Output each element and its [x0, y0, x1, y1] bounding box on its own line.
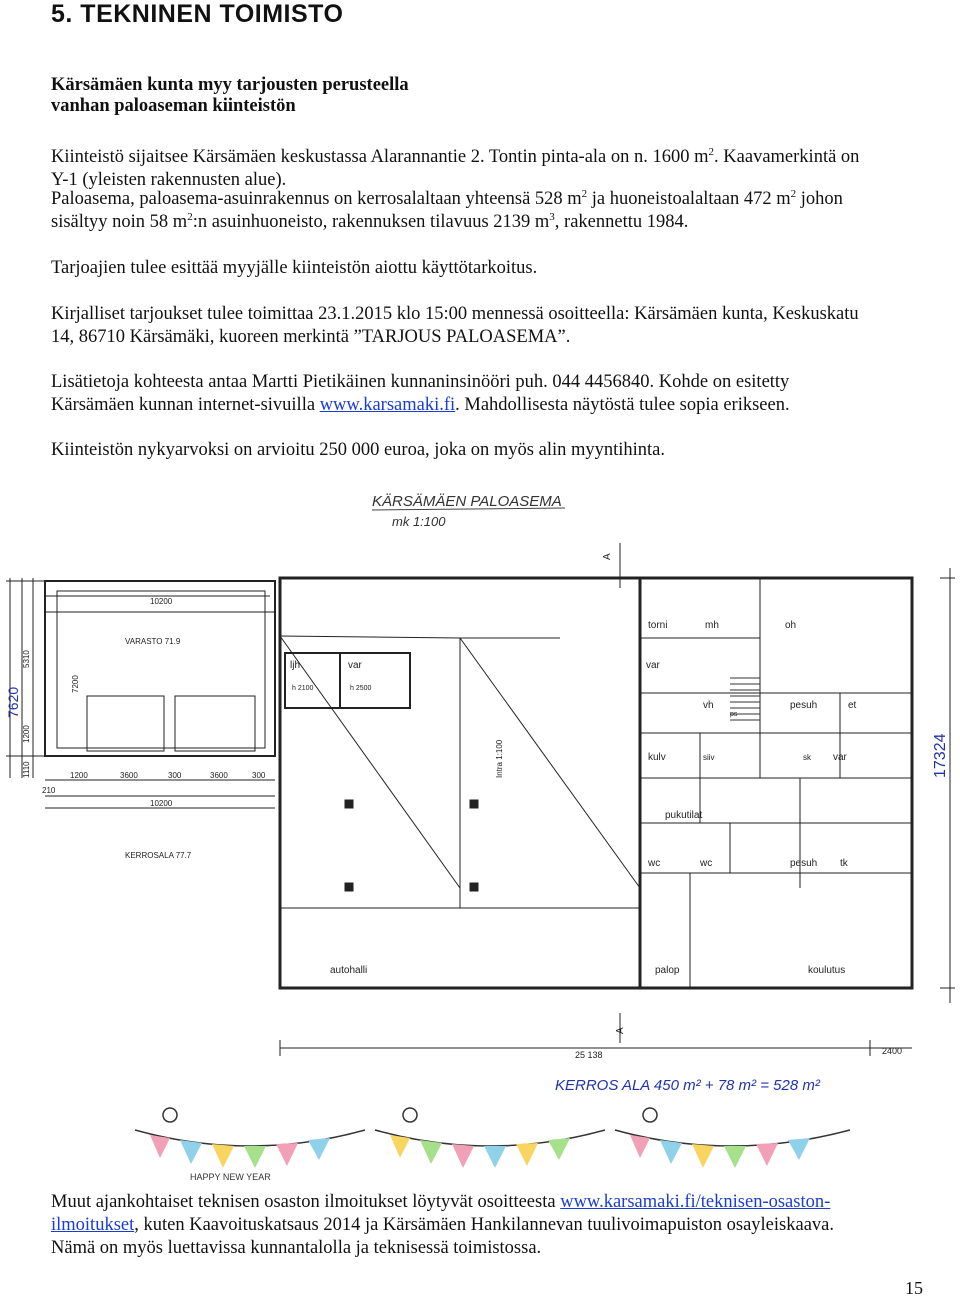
plan-dim: 300	[252, 771, 266, 780]
plan-room-label: ljh	[290, 660, 301, 671]
garland-string	[615, 1130, 850, 1146]
plan-room-label: kulv	[648, 752, 666, 763]
website-link[interactable]: www.karsamaki.fi	[319, 395, 456, 415]
location-text: Kiinteistö sijaitsee Kärsämäen keskustassa Alarannantie 2. Tontin pinta-ala on n. 1600 m	[51, 147, 709, 167]
plan-dim: 1110	[22, 761, 31, 778]
info-line-2: Kärsämäen kunnan internet-sivuilla	[51, 395, 320, 415]
plan-room-label: VARASTO 71.9	[125, 637, 181, 646]
plan-room-label: pukutilat	[665, 810, 703, 821]
plan-room-label: ps	[730, 711, 738, 718]
sup: 2	[187, 211, 193, 223]
garland-text: HAPPY NEW YEAR	[190, 1172, 271, 1182]
building-text-4: sisältyy noin 58 m	[51, 212, 188, 232]
sup: 2	[581, 188, 588, 200]
plan-room-label: sk	[803, 753, 811, 762]
price-paragraph: Kiinteistön nykyarvoksi on arvioitu 250 000 euroa, joka on myös alin myyntihinta.	[51, 440, 666, 460]
section-marker: A	[602, 553, 613, 560]
page-heading: 5. TEKNINEN TOIMISTO	[51, 0, 344, 28]
info-paragraph	[51, 371, 931, 417]
plan-scale: mk 1:100	[392, 514, 446, 529]
plan-room-label: palop	[655, 965, 680, 976]
subheading-line-2: vanhan paloaseman kiinteistön	[51, 96, 296, 116]
plan-room-label: siiv	[703, 753, 715, 762]
sup: 3	[549, 211, 555, 223]
building-text: Paloasema, paloasema-asuinrakennus on kerrosalaltaan yhteensä 528 m	[51, 189, 582, 209]
section-marker: A	[615, 1027, 626, 1034]
plan-dim: 1200	[70, 771, 88, 780]
footer-paragraph	[51, 1191, 931, 1260]
footer-text-3: Nämä on myös luettavissa kunnantalolla ja teknisessä toimistossa.	[51, 1238, 542, 1258]
plan-title: KÄRSÄMÄEN PALOASEMA	[372, 493, 562, 510]
plan-room-label: pesuh	[790, 700, 818, 711]
plan-total-area: KERROS ALA 450 m² + 78 m² = 528 m²	[555, 1077, 820, 1094]
plan-dim: 7200	[71, 675, 80, 693]
plan-dim: 300	[168, 771, 182, 780]
info-line-1: Lisätietoja kohteesta antaa Martti Pietikäinen kunnaninsinööri puh. 044 4456840. Kohde on esitetty	[51, 372, 790, 392]
plan-room-label: mh	[705, 620, 719, 631]
location-text-3: Y-1 (yleisten rakennusten alue).	[51, 170, 287, 190]
swirl-icon	[643, 1108, 657, 1122]
plan-room-label: var	[348, 660, 362, 671]
footer-text-2: , kuten Kaavoituskatsaus 2014 ja Kärsämäen Hankilannevan tuulivoimapuiston osayleiskaava.	[134, 1215, 834, 1235]
plan-room-label: pesuh	[790, 858, 818, 869]
info-line-3: . Mahdollisesta näytöstä tulee sopia erikseen.	[455, 395, 790, 415]
offers-paragraph	[51, 303, 931, 349]
plan-dim: 2400	[882, 1046, 903, 1056]
page-number: 15	[905, 1278, 923, 1298]
offers-line-2: 14, 86710 Kärsämäki, kuoreen merkintä ”TARJOUS PALOASEMA”.	[51, 327, 571, 347]
plan-room-label: var	[646, 660, 660, 671]
plan-dim: 10200	[150, 799, 173, 808]
plan-room-label: koulutus	[808, 965, 846, 976]
plan-room-label: tk	[840, 858, 848, 869]
location-paragraph	[51, 146, 931, 192]
plan-dim: 17324	[932, 733, 949, 778]
plan-dim: 7620	[5, 686, 21, 718]
sup: 2	[708, 146, 715, 158]
floor-plan-drawing	[0, 478, 960, 1098]
plan-room-label: var	[833, 752, 847, 763]
plan-dim: 3600	[210, 771, 228, 780]
purpose-paragraph: Tarjoajien tulee esittää myyjälle kiinteistön aiottu käyttötarkoitus.	[51, 258, 538, 278]
plan-room-label: autohalli	[330, 965, 368, 976]
building-paragraph	[51, 188, 931, 234]
building-text-5: :n asuinhuoneisto, rakennuksen tilavuus 2139 m	[192, 212, 550, 232]
building-text-2: ja huoneistoalaltaan 472 m	[587, 189, 791, 209]
plan-dim: 25 138	[575, 1050, 603, 1060]
swirl-icon	[163, 1108, 177, 1122]
offers-line-1: Kirjalliset tarjoukset tulee toimittaa 23.1.2015 klo 15:00 mennessä osoitteella: Kärsämäen kunta, Keskuskatu	[51, 304, 859, 324]
plan-room-label: wc	[700, 858, 713, 869]
plan-dim: 210	[42, 786, 56, 795]
sup: 2	[790, 188, 797, 200]
notice-subheading	[51, 75, 409, 117]
plan-room-label: torni	[648, 620, 668, 631]
location-text-2: . Kaavamerkintä on	[714, 147, 860, 167]
building-text-6: , rakennettu 1984.	[554, 212, 689, 232]
plan-dim: 3600	[120, 771, 138, 780]
plan-dim: 5310	[22, 650, 31, 668]
plan-room-label: h 2500	[350, 685, 372, 692]
plan-room-label: h 2100	[292, 685, 314, 692]
swirl-icon	[403, 1108, 417, 1122]
garland-decoration	[130, 1100, 860, 1182]
plan-room-label: KERROSALA 77.7	[125, 851, 192, 860]
plan-room-label: et	[848, 700, 857, 711]
plan-room-label: vh	[703, 700, 714, 711]
plan-dim: 1200	[22, 725, 31, 743]
plan-room-label: oh	[785, 620, 797, 631]
subheading-line-1: Kärsämäen kunta myy tarjousten perusteella	[51, 75, 409, 95]
plan-dim: 10200	[150, 597, 173, 606]
notices-link-continued[interactable]: ilmoitukset	[51, 1215, 135, 1235]
footer-text: Muut ajankohtaiset teknisen osaston ilmoitukset löytyvät osoitteesta	[51, 1192, 561, 1212]
plan-room-label: wc	[648, 858, 661, 869]
plan-note: Intra 1:100	[495, 739, 504, 778]
building-text-3: johon	[796, 189, 843, 209]
notices-link[interactable]: www.karsamaki.fi/teknisen-osaston-	[560, 1192, 831, 1212]
